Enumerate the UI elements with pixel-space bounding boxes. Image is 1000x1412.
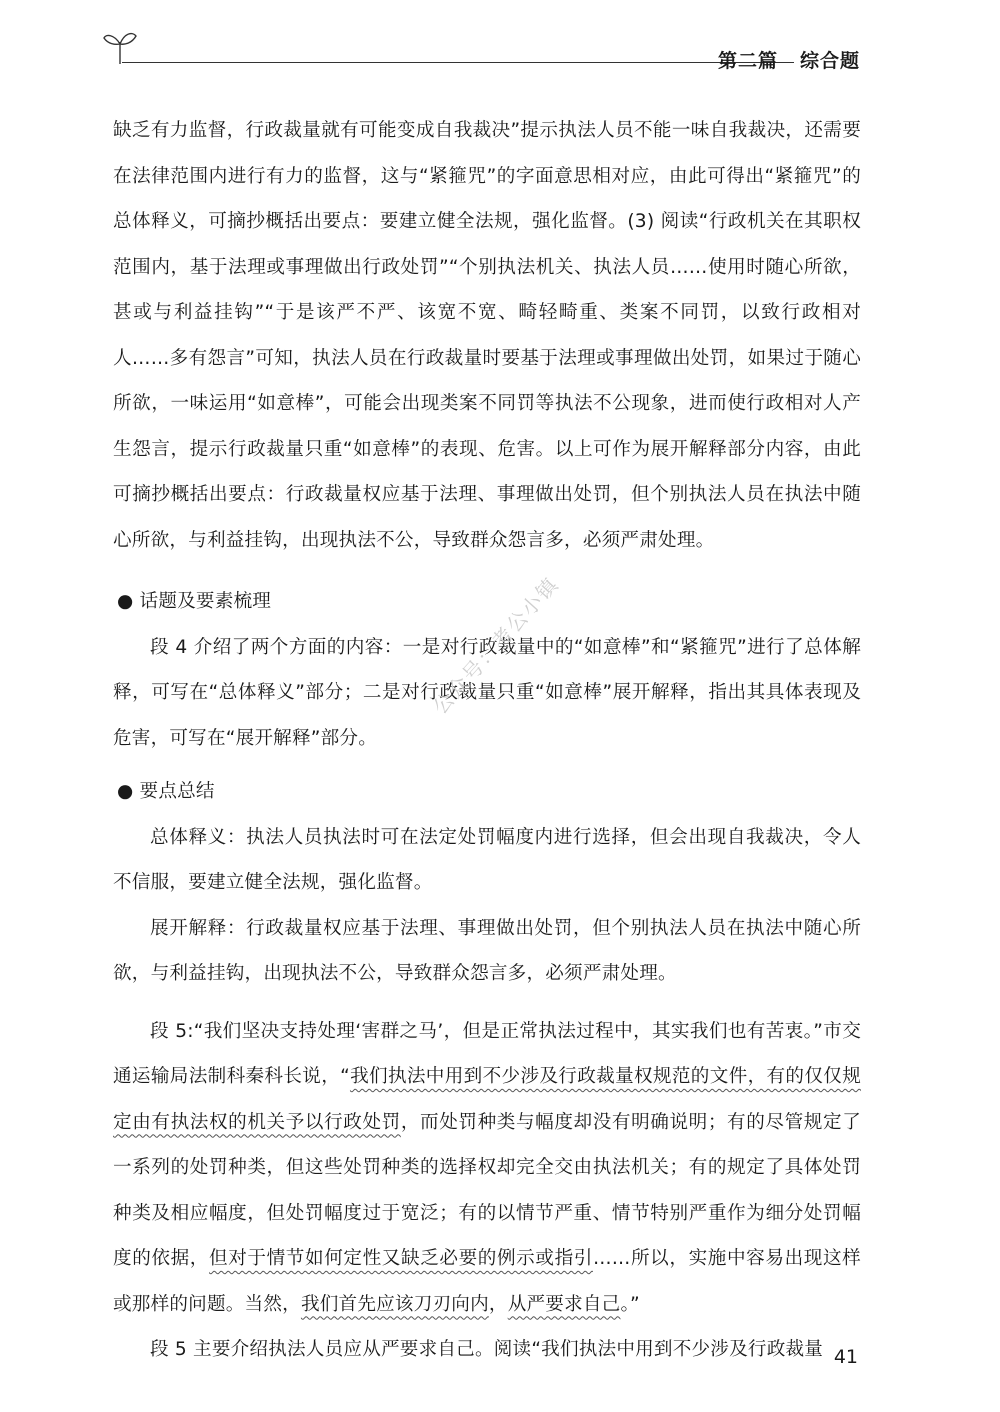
wavy-underline-text: 从严要求自己: [507, 1293, 621, 1315]
quote-text: ，: [488, 1293, 508, 1315]
header-section: 第二篇: [717, 50, 778, 72]
sprout-icon: [100, 28, 140, 66]
quote-text: 。”: [620, 1293, 640, 1315]
page-header: [100, 28, 860, 78]
watermark: 公众号：考公小镇: [427, 571, 564, 719]
header-rule: [122, 62, 794, 63]
paragraph-expanded-explanation: 展开解释：行政裁量权应基于法理、事理做出处罚，但个别执法人员在执法中随心所欲，与利益挂钩，出现执法不公，导致群众怨言多，必须严肃处理。: [113, 917, 861, 984]
header-chapter-title: 综合题: [799, 50, 860, 72]
bullet-topic-elements: ● 话题及要素梳理: [117, 591, 272, 612]
paragraph-continuation: 缺乏有力监督，行政裁量就有可能变成自我裁决”提示执法人员不能一味自我裁决，还需要在法律范围内进行有力的监督，这与“紧箍咒”的字面意思相对应，由此可得出“紧箍咒”的总体释义，可摘抄概括出要点：要建立健全法规，强化监督。(3) 阅读“行政机关在其职权范围内，基于法理或事理做出行政处罚”“个别执法机关、执法人员……使用时随心所欲，甚或与利益挂钩”“于是该严不严、该宽不宽、畸轻畸重、类案不同罚，以致行政相对人……多有怨言”可知，执法人员在行政裁量时要基于法理或事理做出处罚，如果过于随心所欲，一味运用“如意棒”，可能会出现类案不同罚等执法不公现象，进而使行政相对人产生怨言，提示行政裁量只重“如意棒”的表现、危害。以上可作为展开解释部分内容，由此可摘抄概括出要点：行政裁量权应基于法理、事理做出处罚，但个别执法人员在执法中随心所欲，与利益挂钩，出现执法不公，导致群众怨言多，必须严肃处理。: [113, 120, 861, 551]
quote-text: ……所以，实施中容易出现这样或那样的问题。当然，: [113, 1248, 861, 1315]
header-title: [718, 46, 860, 73]
quote-text: ，而处罚种类与幅度却没有明确说明；有的尽管规定了一系列的处罚种类，但这些处罚种类的选择权却完全交由执法机关；有的规定了具体处罚种类及相应幅度，但处罚幅度过于宽泛；有的以情节严重、情节特别严重作为细分处罚幅度的依据，: [113, 1111, 861, 1269]
wavy-underline-text: 我们首先应该刀刃向内: [300, 1293, 489, 1315]
page-number: 41: [833, 1346, 858, 1368]
paragraph-section-5-analysis: 段 5 主要介绍执法人员应从严要求自己。阅读“我们执法中用到不少涉及行政裁量: [150, 1339, 824, 1360]
paragraph-section-5-quote: [113, 1009, 861, 1328]
paragraph-section-4-summary: 段 4 介绍了两个方面的内容：一是对行政裁量中的“如意棒”和“紧箍咒”进行了总体解释，可写在“总体释义”部分；二是对行政裁量只重“如意棒”展开解释，指出其具体表现及危害，可写在“展开解释”部分。: [113, 636, 861, 749]
quote-text: 段 5:“我们坚决支持处理‘害群之马’，但是正常执法过程中，其实我们也有苦衷。”市交通运输局法制科秦科长说，“: [113, 1020, 861, 1087]
wavy-underline-text: 但对于情节如何定性又缺乏必要的例示或指引: [209, 1248, 593, 1269]
wavy-underline-text: 我们执法中用到不少涉及行政裁量权规范的文件，有的仅仅规定由有执法权的机关予以行政处罚: [113, 1066, 862, 1133]
bullet-key-points: ● 要点总结: [117, 781, 215, 802]
paragraph-overall-interpretation: 总体释义：执法人员执法时可在法定处罚幅度内进行选择，但会出现自我裁决，令人不信服，要建立健全法规，强化监督。: [113, 826, 861, 893]
body-text: [113, 108, 861, 1373]
